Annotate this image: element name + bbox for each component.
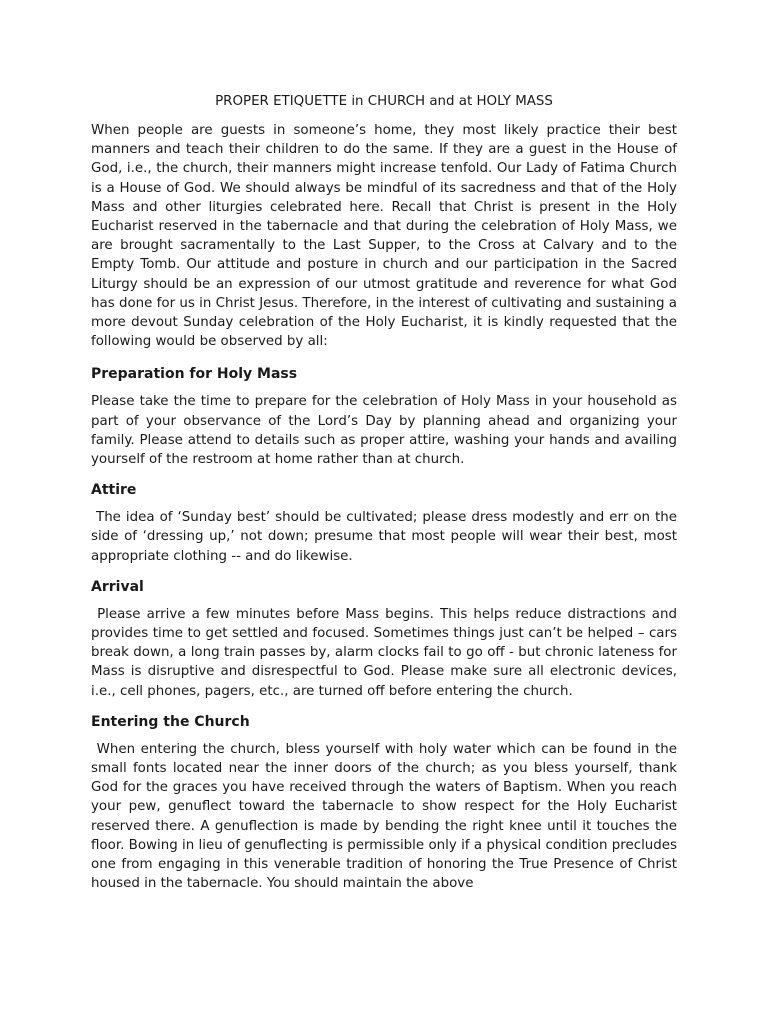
section-heading-attire: Attire — [91, 482, 137, 499]
section-body-entering: When entering the church, bless yourself with holy water which can be found in the small fonts located near the inner doors of the church; as you bless yourself, thank God for the graces you have received through the waters of Baptism. When you reach your pew, genuflect toward the tabernacle to show respect for the Holy Eucharist reserved there. A genuflection is made by bending the right knee until it touches the floor. Bowing in lieu of genuflecting is permissible only if a physical condition precludes one from engaging in this venerable tradition of honoring the True Presence of Christ housed in the tabernacle. You should maintain the above — [91, 741, 682, 892]
document-title: PROPER ETIQUETTE in CHURCH and at HOLY MASS — [215, 94, 553, 109]
section-body-arrival: Please arrive a few minutes before Mass begins. This helps reduce distractions and provides time to get settled and focused. Sometimes things just can’t be helped – cars break down, a long train passes by, alarm clocks fail to go off - but chronic lateness for Mass is disruptive and disrespectful to God. Please make sure all electronic devices, i.e., cell phones, pagers, etc., are turned off before entering the church. — [91, 606, 682, 699]
section-heading-entering: Entering the Church — [91, 713, 250, 730]
section-body-attire: The idea of ‘Sunday best’ should be cultivated; please dress modestly and err on the side of ‘dressing up,’ not down; presume that most people will wear their best, most appropriate clothing -- and do likewise. — [91, 510, 682, 564]
section-body-preparation: Please take the time to prepare for the celebration of Holy Mass in your household as part of your observance of the Lord’s Day by planning ahead and organizing your family. Please attend to details such as proper attire, washing your hands and availing yourself of the restroom at home rather than at church. — [91, 394, 682, 468]
section-heading-arrival: Arrival — [91, 578, 144, 595]
document-page — [91, 93, 682, 894]
section-heading-preparation: Preparation for Holy Mass — [91, 366, 298, 383]
intro-paragraph: When people are guests in someone’s home, they most likely practice their best manners and teach their children to do the same. If they are a guest in the House of God, i.e., the church, their manners might increase tenfold. Our Lady of Fatima Church is a House of God. We should always be mindful of its sacredness and that of the Holy Mass and other liturgies celebrated here. Recall that Christ is present in the Holy Eucharist reserved in the tabernacle and that during the celebration of Holy Mass, we are brought sacramentally to the Last Supper, to the Cross at Calvary and to the Empty Tomb. Our attitude and posture in church and our participation in the Sacred Liturgy should be an expression of our utmost gratitude and reverence for what God has done for us in Christ Jesus. Therefore, in the interest of cultivating and sustaining a more devout Sunday celebration of the Holy Eucharist, it is kindly requested that the following would be observed by all: — [91, 123, 682, 350]
